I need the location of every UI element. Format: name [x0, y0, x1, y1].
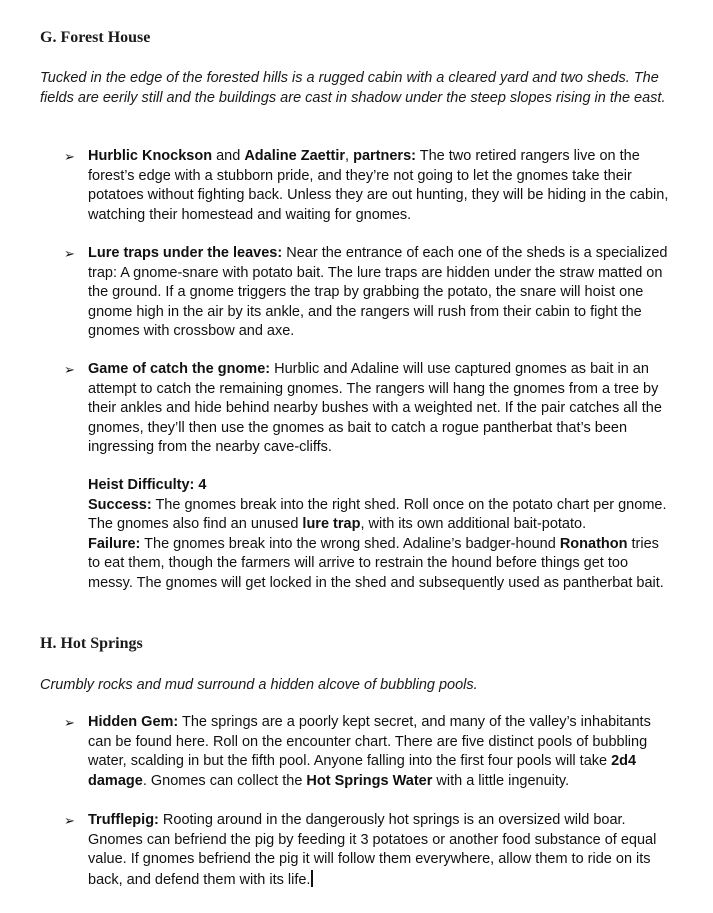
arrow-bullet-icon: ➢ — [64, 715, 75, 730]
list-item-text: Lure traps under the leaves: Near the entrance of each one of the sheds is a specialized trap: A gnome-snare with potato bait. The lure traps are hidden under the straw matted on the ground. If a gnome triggers the trap by grabbing the potato, the snare will hoist one gnome high in the air by its ankle, and the rangers will rush from their cabin to fight the gnomes with crossbow and axe. — [88, 245, 668, 340]
list-item-text[interactable]: Trufflepig: Rooting around in the dangerously hot springs is an oversized wild boar. Gnomes can befriend the pig by feeding it 3 potatoes or another food substance of equal value. If gnomes befriend the pig it will follow them everywhere, allow them to ride on its back, and defend them with its life. — [88, 812, 657, 888]
heist-success: Success: The gnomes break into the right shed. Roll once on the potato chart per gnome. The gnomes also find an unused lure trap, with its own additional bait-potato. — [88, 496, 667, 533]
arrow-bullet-icon: ➢ — [64, 362, 75, 377]
list-item-lure-traps — [64, 244, 674, 342]
list-item-catch-the-gnome — [64, 360, 674, 594]
list-item-label: Game of catch the gnome: — [88, 361, 271, 377]
list-item-text: Hidden Gem: The springs are a poorly kept secret, and many of the valley’s inhabitants can be found here. Roll on the encounter chart. There are five distinct pools of bubbling water, scalding in but the fifth pool. Anyone falling into the first four pools will take 2d4 damage. Gnomes can collect the Hot Springs Water with a little ingenuity. — [88, 714, 651, 789]
text-cursor — [311, 870, 313, 887]
list-item-rangers — [64, 147, 674, 225]
list-item-trufflepig — [64, 811, 674, 890]
list-item-text: Game of catch the gnome: Hurblic and Adaline will use captured gnomes as bait in an attempt to catch the remaining gnomes. The rangers will hang the gnomes from a tree by their ankles and hide behind nearby bushes with a weighted net. If the pair catches all the gnomes, they’ll then use the gnomes as bait to catch a rogue pantherbat that’s been ingressing from the nearby cave-cliffs. Heist Difficulty: 4 Success: The gnomes break into the right shed. Roll once on the potato chart per gnome. The gnomes also find an unused lure trap, with its own additional bait-potato. Failure: The gnomes break into the wrong shed. Adaline’s badger-hound Ronathon tries to eat them, though the farmers will arrive to restrain the hound before things get too messy. The gnomes will get locked in the shed and subsequently used as pantherbat bait. — [88, 360, 674, 594]
heist-failure: Failure: The gnomes break into the wrong shed. Adaline’s badger-hound Ronathon tries to eat them, though the farmers will arrive to restrain the hound before things get too messy. The gnomes will get locked in the shed and subsequently used as pantherbat bait. — [88, 535, 664, 591]
list-item-label: Hidden Gem: — [88, 714, 179, 730]
section-intro-forest-house: Tucked in the edge of the forested hills is a rugged cabin with a cleared yard and two sheds. The fields are eerily still and the buildings are cast in shadow under the steep slopes rising in the east. — [40, 70, 666, 106]
list-item-label: Trufflepig: — [88, 812, 159, 828]
list-item-text: Hurblic Knockson and Adaline Zaettir, partners: The two retired rangers live on the forest’s edge with a stubborn pride, and they’re not going to let the gnomes take their potatoes without fighting back. Unless they are out hunting, they will be hiding in the cabin, watching their homestead and waiting for gnomes. — [88, 148, 669, 223]
heist-difficulty: Heist Difficulty: 4 — [88, 476, 207, 493]
arrow-bullet-icon: ➢ — [64, 149, 75, 164]
list-item-label: Lure traps under the leaves: — [88, 245, 283, 261]
list-item-hidden-gem — [64, 713, 674, 791]
section-heading-forest-house: G. Forest House — [40, 29, 151, 46]
list-item-label: partners: — [353, 148, 416, 164]
heist-block — [88, 476, 674, 594]
section-heading-hot-springs: H. Hot Springs — [40, 635, 143, 652]
npc-name: Adaline Zaettir — [244, 148, 346, 164]
arrow-bullet-icon: ➢ — [64, 246, 75, 261]
section-intro-hot-springs: Crumbly rocks and mud surround a hidden alcove of bubbling pools. — [40, 677, 478, 693]
npc-name: Hurblic Knockson — [88, 148, 213, 164]
arrow-bullet-icon: ➢ — [64, 813, 75, 828]
